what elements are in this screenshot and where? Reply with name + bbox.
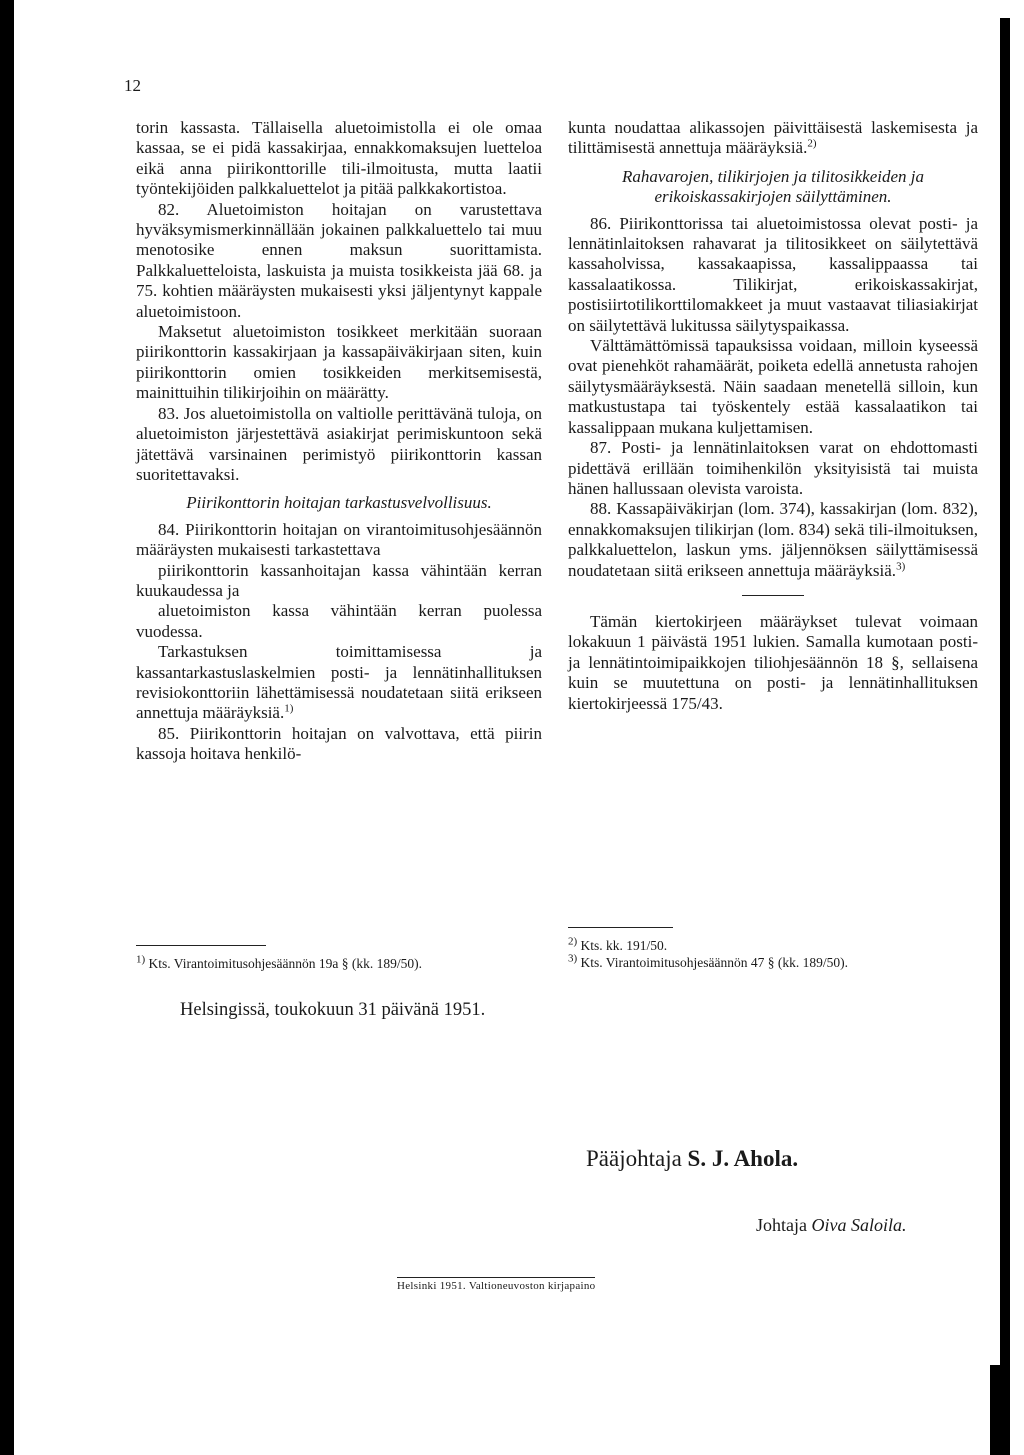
paragraph-text: aluetoimiston kassa vähintään kerran puolessa vuodessa.	[136, 601, 542, 641]
date-line: Helsingissä, toukokuun 31 päivänä 1951.	[180, 1000, 486, 1020]
paragraph	[568, 336, 978, 438]
paragraph	[568, 118, 978, 159]
paragraph	[136, 601, 542, 642]
footnote-mark: 2)	[568, 935, 578, 948]
footnotes-right	[568, 937, 978, 971]
paragraph-text: piirikonttorin kassanhoitajan kassa vähintään kerran kuukaudessa ja	[136, 560, 542, 600]
paragraph-text: Välttämättömissä tapauksissa voidaan, milloin kyseessä ovat pienehköt rahamäärät, poiketa edellä annetusta rahojen säilytysmääräyksestä. Näin saadaan menetellä silloin, kun matkustustapa tai työskentely estää kassalaatikon tai kassalippaan mukana kuljettamisen.	[568, 336, 978, 437]
paragraph	[568, 438, 978, 499]
signature-director-general-title: Pääjohtaja	[586, 1146, 682, 1171]
paragraph	[136, 642, 542, 724]
paragraph	[136, 322, 542, 404]
paragraph	[136, 561, 542, 602]
paragraph	[136, 118, 542, 200]
section-rule	[742, 595, 804, 596]
scan-edge-right	[1000, 18, 1010, 1455]
printer-line: Helsinki 1951. Valtioneuvoston kirjapaino	[397, 1277, 595, 1292]
paragraph-text: kunta noudattaa alikassojen päivittäisestä laskemisesta ja tilittämisestä annettuja määräyksiä.	[568, 118, 978, 158]
footnote-reference: 3)	[896, 559, 906, 572]
footnote-text: Kts. Virantoimitusohjesäännön 47 § (kk. 189/50).	[580, 955, 848, 970]
paragraph-text: Tämän kiertokirjeen määräykset tulevat voimaan lokakuun 1 päivästä 1951 lukien. Samalla kumotaan posti- ja lennätintoimipaikkojen tiliohjesäännön 18 §, sellaisena kuin se muutettuna on posti- ja lennätinhallituksen kiertokirjeessä 175/43.	[568, 611, 978, 713]
footnote-text: Kts. kk. 191/50.	[580, 938, 668, 953]
paragraph-text: torin kassasta. Tällaisella aluetoimistolla ei ole omaa kassaa, se ei pidä kassakirjaa, ennakkomaksujen luetteloa eikä anna piirikonttorille tili-ilmoitusta, mutta laatii työntekijöiden palkkaluettelot ja pitää palkkakortistoa.	[136, 118, 542, 199]
footnotes-left	[136, 955, 542, 972]
scan-edge-right-bottom	[990, 1365, 1004, 1455]
paragraph-text: 88. Kassapäiväkirjan (lom. 374), kassakirjan (lom. 832), ennakkomaksujen tilikirjan (lom. 834) sekä tili-ilmoituksen, palkkaluettelon, laskun yms. jäljennöksen säilyttämisessä noudatetaan siitä erikseen annettuja määräyksiä.	[568, 499, 978, 580]
signature-director-general-name: S. J. Ahola.	[687, 1146, 799, 1171]
paragraph-text: 86. Piirikonttorissa tai aluetoimistossa olevat posti- ja lennätinlaitoksen rahavarat ja tilitosikkeet on säilytettävä kassaholvissa, kassakaapissa, kassalippaassa tai kassalaatikossa. Tilikirjat, erikoiskassakirjat, postisiirtotilikorttilomakkeet ja muut vastaavat tiliasiakirjat on säilytettävä lukitussa säilytyspaikassa.	[568, 213, 978, 335]
paragraph-text: 85. Piirikonttorin hoitajan on valvottava, että piirin kassoja hoitava henkilö-	[136, 723, 542, 764]
section-heading	[136, 493, 542, 513]
signature-director-name: Oiva Saloila.	[811, 1215, 907, 1235]
signature-director	[756, 1215, 907, 1236]
right-column	[568, 118, 978, 714]
scan-edge-left	[0, 0, 14, 1455]
footnote-rule-left	[136, 945, 266, 946]
signature-director-title: Johtaja	[756, 1215, 807, 1235]
paragraph-text: Piirikonttorin hoitajan tarkastusvelvollisuus.	[186, 493, 492, 513]
paragraph	[136, 200, 542, 322]
footnote-rule-right	[568, 927, 673, 928]
signature-director-general	[586, 1146, 798, 1172]
paragraph-text: Maksetut aluetoimiston tosikkeet merkitään suoraan piirikonttorin kassakirjaan ja kassapäiväkirjaan siten, kuin piirikonttorin omien tosikkeiden merkitsemisestä, mainittuihin tilikirjoihin on määrätty.	[136, 322, 542, 403]
footnote	[568, 937, 978, 954]
paragraph	[568, 612, 978, 714]
paragraph	[136, 520, 542, 561]
footnote-mark: 3)	[568, 952, 578, 965]
footnote-reference: 2)	[807, 137, 817, 150]
footnote-reference: 1)	[284, 702, 294, 715]
paragraph-text: Rahavarojen, tilikirjojen ja tilitosikkeiden ja erikoiskassakirjojen säilyttäminen.	[621, 166, 924, 207]
paragraph	[568, 214, 978, 336]
paragraph	[568, 499, 978, 581]
paragraph-text: 83. Jos aluetoimistolla on valtiolle perittävänä tuloja, on aluetoimiston järjestettävä asiakirjat perimiskuntoon sekä jätettävä varsinainen perimistyö piirikonttorin kassan suoritettavaksi.	[136, 403, 542, 484]
paragraph	[136, 724, 542, 765]
paragraph-text: 84. Piirikonttorin hoitajan on virantoimitusohjesäännön määräysten mukaisesti tarkastettava	[136, 519, 542, 560]
footnote	[568, 954, 978, 971]
section-heading	[568, 167, 978, 208]
footnote-mark: 1)	[136, 953, 146, 966]
footnote	[136, 955, 542, 972]
paragraph-text: Tarkastuksen toimittamisessa ja kassantarkastuslaskelmien posti- ja lennätinhallituksen revisiokonttoriin lähettämisessä noudatetaan siitä erikseen annettuja määräyksiä.	[136, 642, 542, 723]
paragraph-text: 87. Posti- ja lennätinlaitoksen varat on ehdottomasti pidettävä erillään toimihenkilön yksityisistä tai muista hänen hallussaan olevista varoista.	[568, 438, 978, 498]
footnote-text: Kts. Virantoimitusohjesäännön 19a § (kk. 189/50).	[148, 956, 422, 971]
page-number: 12	[124, 76, 141, 95]
paragraph-text: 82. Aluetoimiston hoitajan on varustettava hyväksymismerkinnällään jokainen palkkaluettelo tai muu menotosike ennen maksun suorittamista. Palkkaluetteloista, laskuista ja muista tosikkeista jää 68. ja 75. kohtien määräysten mukaisesti yksi jäljentynyt kappale aluetoimistoon.	[136, 199, 542, 321]
paragraph	[136, 404, 542, 486]
left-column	[136, 118, 542, 765]
